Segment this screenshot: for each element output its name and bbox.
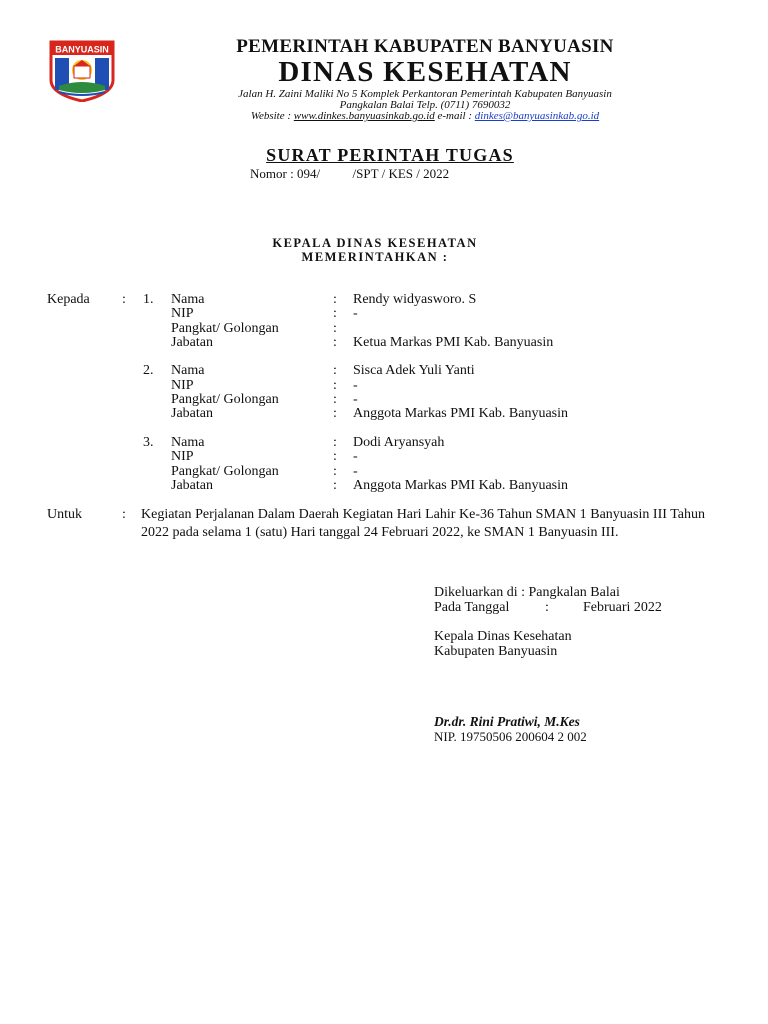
document-title: SURAT PERINTAH TUGAS — [266, 145, 514, 165]
name-label: Nama — [171, 435, 205, 450]
issued-date-value: Februari 2022 — [583, 600, 662, 615]
recipient-nip: - — [353, 449, 358, 464]
position-label: Jabatan — [171, 406, 213, 421]
regency-logo — [47, 40, 117, 102]
recipient-position: Anggota Markas PMI Kab. Banyuasin — [353, 478, 569, 493]
recipient-nip: - — [353, 306, 358, 321]
purpose-text: Kegiatan Perjalanan Dalam Daerah Kegiatan Hari Lahir Ke-36 Tahun SMAN 1 Banyuasin III Tahun 2022 pada selama 1 (satu) Hari tanggal 24 Februari 2022, ke SMAN 1 Banyuasin III. — [141, 507, 705, 540]
website-link[interactable]: www.dinkes.banyuasinkab.go.id — [293, 110, 435, 122]
name-label: Nama — [171, 292, 205, 307]
recipient-position: Ketua Markas PMI Kab. Banyuasin — [353, 335, 554, 350]
purpose-label: Untuk — [47, 507, 82, 522]
government-name: PEMERINTAH KABUPATEN BANYUASIN — [236, 36, 614, 57]
issued-place: Dikeluarkan di : Pangkalan Balai — [434, 585, 620, 600]
field-colon: : — [333, 478, 337, 493]
recipient-position: Anggota Markas PMI Kab. Banyuasin — [353, 406, 569, 421]
issued-date-label: Pada Tanggal — [434, 600, 510, 615]
signatory-name: Dr.dr. Rini Pratiwi, M.Kes — [434, 714, 580, 729]
field-colon: : — [333, 449, 337, 464]
heading-issuer: KEPALA DINAS KESEHATAN — [272, 236, 478, 250]
name-label: Nama — [171, 363, 205, 378]
address-line-2: Pangkalan Balai Telp. (0711) 7690032 — [339, 99, 511, 111]
signatory-title-2: Kabupaten Banyuasin — [434, 644, 558, 659]
office-name: DINAS KESEHATAN — [278, 56, 572, 88]
recipient-rank: - — [353, 392, 358, 407]
recipients-label: Kepada — [47, 292, 90, 307]
address-line-1: Jalan H. Zaini Maliki No 5 Komplek Perkantoran Pemerintah Kabupaten Banyuasin — [238, 88, 612, 100]
recipients-colon: : — [122, 292, 126, 307]
position-label: Jabatan — [171, 478, 213, 493]
document-number: Nomor : 094/ /SPT / KES / 2022 — [250, 166, 450, 181]
field-colon: : — [333, 335, 337, 350]
field-colon: : — [333, 435, 337, 450]
rank-label: Pangkat/ Golongan — [171, 392, 279, 407]
logo-label: BANYUASIN — [55, 44, 109, 55]
field-colon: : — [333, 378, 337, 393]
recipient-number: 1. — [143, 292, 154, 307]
contact-line — [160, 110, 690, 122]
nip-label: NIP — [171, 306, 194, 321]
rank-label: Pangkat/ Golongan — [171, 464, 279, 479]
nip-label: NIP — [171, 449, 194, 464]
issued-date-colon: : — [545, 600, 549, 615]
email-label: e-mail : — [437, 110, 473, 122]
field-colon: : — [333, 292, 337, 307]
rank-label: Pangkat/ Golongan — [171, 321, 279, 336]
purpose-colon: : — [122, 507, 126, 522]
website-label: Website : — [250, 110, 292, 122]
recipient-number: 3. — [143, 435, 154, 450]
signatory-nip: NIP. 19750506 200604 2 002 — [434, 729, 587, 744]
heading-order: MEMERINTAHKAN : — [301, 250, 449, 264]
field-colon: : — [333, 392, 337, 407]
field-colon: : — [333, 464, 337, 479]
recipient-rank: - — [353, 464, 358, 479]
recipient-number: 2. — [143, 363, 154, 378]
email-link[interactable]: dinkes@banyuasinkab.go.id — [474, 110, 600, 122]
position-label: Jabatan — [171, 335, 213, 350]
recipient-name: Rendy widyasworo. S — [353, 292, 477, 307]
recipient-name: Dodi Aryansyah — [353, 435, 445, 450]
field-colon: : — [333, 363, 337, 378]
nip-label: NIP — [171, 378, 194, 393]
recipient-nip: - — [353, 378, 358, 393]
field-colon: : — [333, 306, 337, 321]
field-colon: : — [333, 406, 337, 421]
signatory-title-1: Kepala Dinas Kesehatan — [434, 629, 572, 644]
recipient-name: Sisca Adek Yuli Yanti — [353, 363, 475, 378]
field-colon: : — [333, 321, 337, 336]
